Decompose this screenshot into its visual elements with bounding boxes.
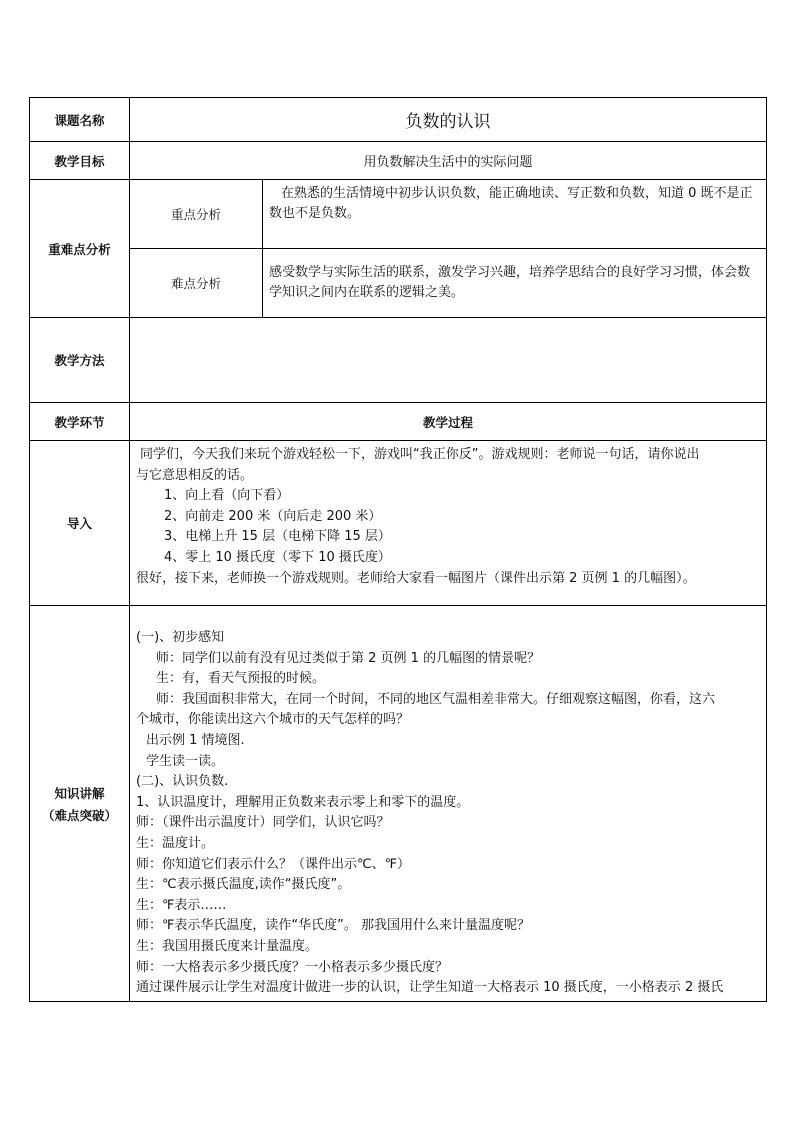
knowledge-label-cell [30,606,130,1002]
goal-value: 用负数解决生活中的实际问题 [130,142,767,180]
stage-header-row [30,403,767,441]
intro-line: 同学们，今天我们来玩个游戏轻松一下，游戏叫“我正你反”。游戏规则：老师说一句话，请你说出 [140,447,700,462]
knowledge-line: 师：一大格表示多少摄氏度？一小格表示多少摄氏度？ [136,959,449,975]
method-row [30,318,767,403]
method-label: 教学方法 [30,318,130,403]
knowledge-line: (一)、初步感知 [136,630,225,645]
stage-header-label: 教学环节 [30,403,130,441]
hard-point-label: 难点分析 [130,249,263,318]
knowledge-line: 生：我国用摄氏度来计量温度。 [136,938,319,954]
knowledge-line: 个城市，你能读出这六个城市的天气怎样的吗？ [136,712,410,728]
intro-line: 很好，接下来，老师换一个游戏规则。老师给大家看一幅图片（课件出示第 2 页例 1 的几幅图）。 [136,570,696,586]
intro-line: 4、零上 10 摄氏度（零下 10 摄氏度） [164,549,391,565]
knowledge-line: 生：温度计。 [136,835,215,851]
topic-label: 课题名称 [30,98,130,142]
knowledge-line: 出示例 1 情境图. [146,732,245,748]
goal-row [30,142,767,180]
intro-line: 与它意思相反的话。 [136,467,254,483]
topic-row [30,98,767,142]
knowledge-label-sub: （难点突破） [41,807,117,823]
knowledge-line: 1、认识温度计，理解用正负数来表示零上和零下的温度。 [136,794,470,810]
hard-point-row [30,249,767,318]
key-point-row [30,180,767,249]
knowledge-line: 师：你知道它们表示什么？（课件出示℃、℉） [136,856,410,872]
key-point-text-content: 在熟悉的生活情境中初步认识负数，能正确地读、写正数和负数，知道 0 既不是正数也不是负数。 [269,186,753,221]
stage-header-value: 教学过程 [130,403,767,441]
goal-label: 教学目标 [30,142,130,180]
knowledge-line: 生：℉表示…… [136,897,227,913]
intro-line: 1、向上看（向下看） [164,488,290,504]
knowledge-line: 通过课件展示让学生对温度计做进一步的认识，让学生知道一大格表示 10 摄氏度，一小格表示 2 摄氏 [136,980,724,996]
knowledge-line: 师：（课件出示温度计）同学们，认识它吗？ [136,815,390,831]
lesson-plan-table [29,97,767,1002]
knowledge-content [130,606,767,1002]
intro-line: 3、电梯上升 15 层（电梯下降 15 层） [164,529,391,545]
knowledge-row [30,606,767,1002]
knowledge-line: 生：℃表示摄氏温度,读作“摄氏度”。 [136,877,351,893]
key-point-label: 重点分析 [130,180,263,249]
analysis-label: 重难点分析 [30,180,130,318]
intro-label: 导入 [30,441,130,606]
knowledge-line: 学生读一读。 [146,753,225,769]
knowledge-line: 生：有，看天气预报的时候。 [156,671,326,687]
method-value [130,318,767,403]
hard-point-text: 感受数学与实际生活的联系，激发学习兴趣，培养学思结合的良好学习习惯，体会数学知识之间内在联系的逻辑之美。 [263,249,767,318]
knowledge-line: 师：℉表示华氏温度，读作“华氏度”。 那我国用什么来计量温度呢？ [136,918,530,934]
knowledge-line: 师：同学们以前有没有见过类似于第 2 页例 1 的几幅图的情景呢？ [156,650,541,666]
intro-line: 2、向前走 200 米（向后走 200 米） [164,508,382,524]
key-point-text [263,180,767,249]
intro-content [130,441,767,606]
intro-row [30,441,767,606]
knowledge-line: 师：我国面积非常大，在同一个时间，不同的地区气温相差非常大。仔细观察这幅图，你看，这六 [156,691,716,707]
knowledge-label: 知识讲解 [54,785,105,801]
topic-value: 负数的认识 [130,98,767,142]
knowledge-line: (二)、认识负数. [136,774,229,790]
